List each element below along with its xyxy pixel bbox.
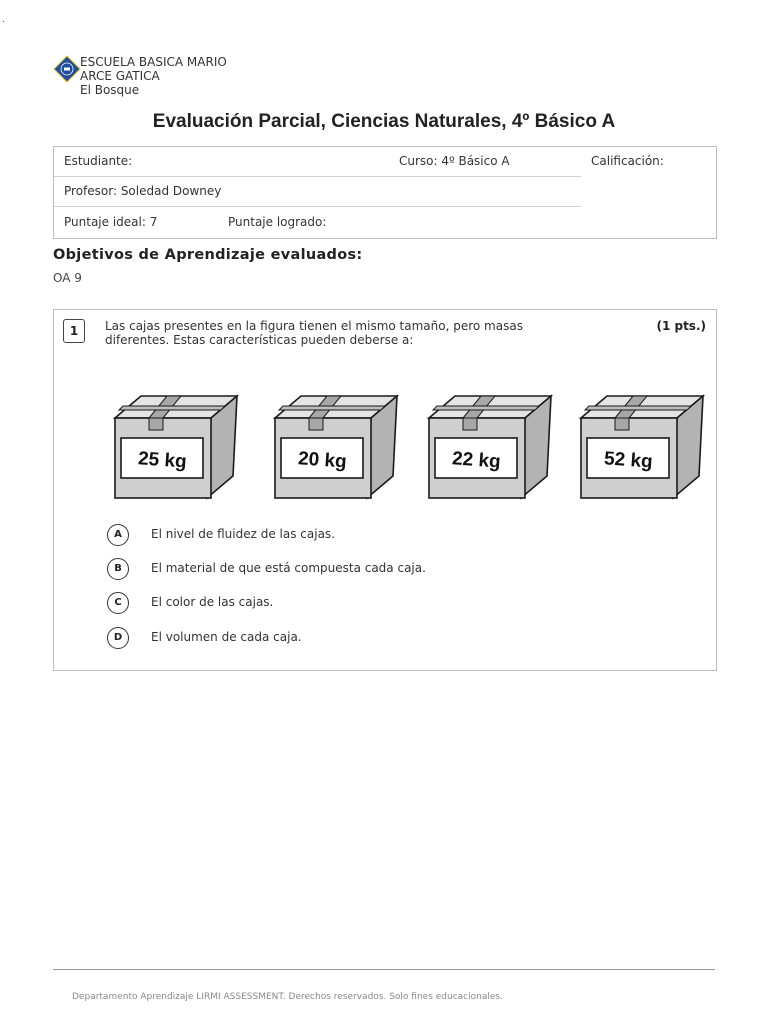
grade-label: Calificación: (591, 154, 664, 168)
info-divider-1 (54, 176, 581, 177)
box-image (429, 396, 551, 498)
school-logo-icon (53, 55, 81, 83)
question-number: 1 (63, 319, 85, 343)
option-letter-d[interactable]: D (107, 627, 129, 649)
box-weight-label: 25 kg (137, 448, 188, 473)
box-weight-label: 22 kg (451, 448, 502, 473)
info-divider-2 (54, 206, 581, 207)
ideal-score-label: Puntaje ideal: 7 (64, 215, 158, 229)
option-text-d: El volumen de cada caja. (151, 630, 302, 644)
stray-mark: . (2, 14, 6, 25)
option-text-b: El material de que está compuesta cada caja. (151, 561, 426, 575)
course-label: Curso: 4º Básico A (399, 154, 510, 168)
footer-text: Departamento Aprendizaje LIRMI ASSESSMENT. Derechos reservados. Solo fines educacionales. (72, 992, 503, 1002)
school-name-line1: ESCUELA BASICA MARIO (80, 55, 227, 69)
box-image (115, 396, 237, 498)
box-image (275, 396, 397, 498)
question-points: (1 pts.) (656, 319, 706, 333)
objectives-value: OA 9 (53, 271, 82, 285)
school-name-line2: ARCE GATICA (80, 69, 160, 83)
student-label: Estudiante: (64, 154, 133, 168)
option-letter-b[interactable]: B (107, 558, 129, 580)
box-weight-label: 20 kg (297, 448, 348, 473)
school-location: El Bosque (80, 83, 140, 97)
question-card (53, 309, 717, 671)
boxes-figure (109, 390, 709, 502)
question-text: Las cajas presentes en la figura tienen el mismo tamaño, pero masas diferentes. Estas características pueden deberse a: (105, 319, 523, 347)
page-title: Evaluación Parcial, Ciencias Naturales, 4º Básico A (152, 111, 616, 132)
teacher-label: Profesor: Soledad Downey (64, 184, 222, 198)
achieved-score-label: Puntaje logrado: (228, 215, 327, 229)
option-letter-a[interactable]: A (107, 524, 129, 546)
objectives-title: Objetivos de Aprendizaje evaluados: (53, 247, 363, 263)
school-header (80, 55, 227, 97)
option-text-a: El nivel de fluidez de las cajas. (151, 527, 336, 541)
option-text-c: El color de las cajas. (151, 595, 274, 609)
box-image (581, 396, 703, 498)
box-weight-label: 52 kg (603, 448, 654, 473)
student-info-table (53, 146, 717, 239)
option-letter-c[interactable]: C (107, 592, 129, 614)
footer-divider (53, 969, 715, 970)
